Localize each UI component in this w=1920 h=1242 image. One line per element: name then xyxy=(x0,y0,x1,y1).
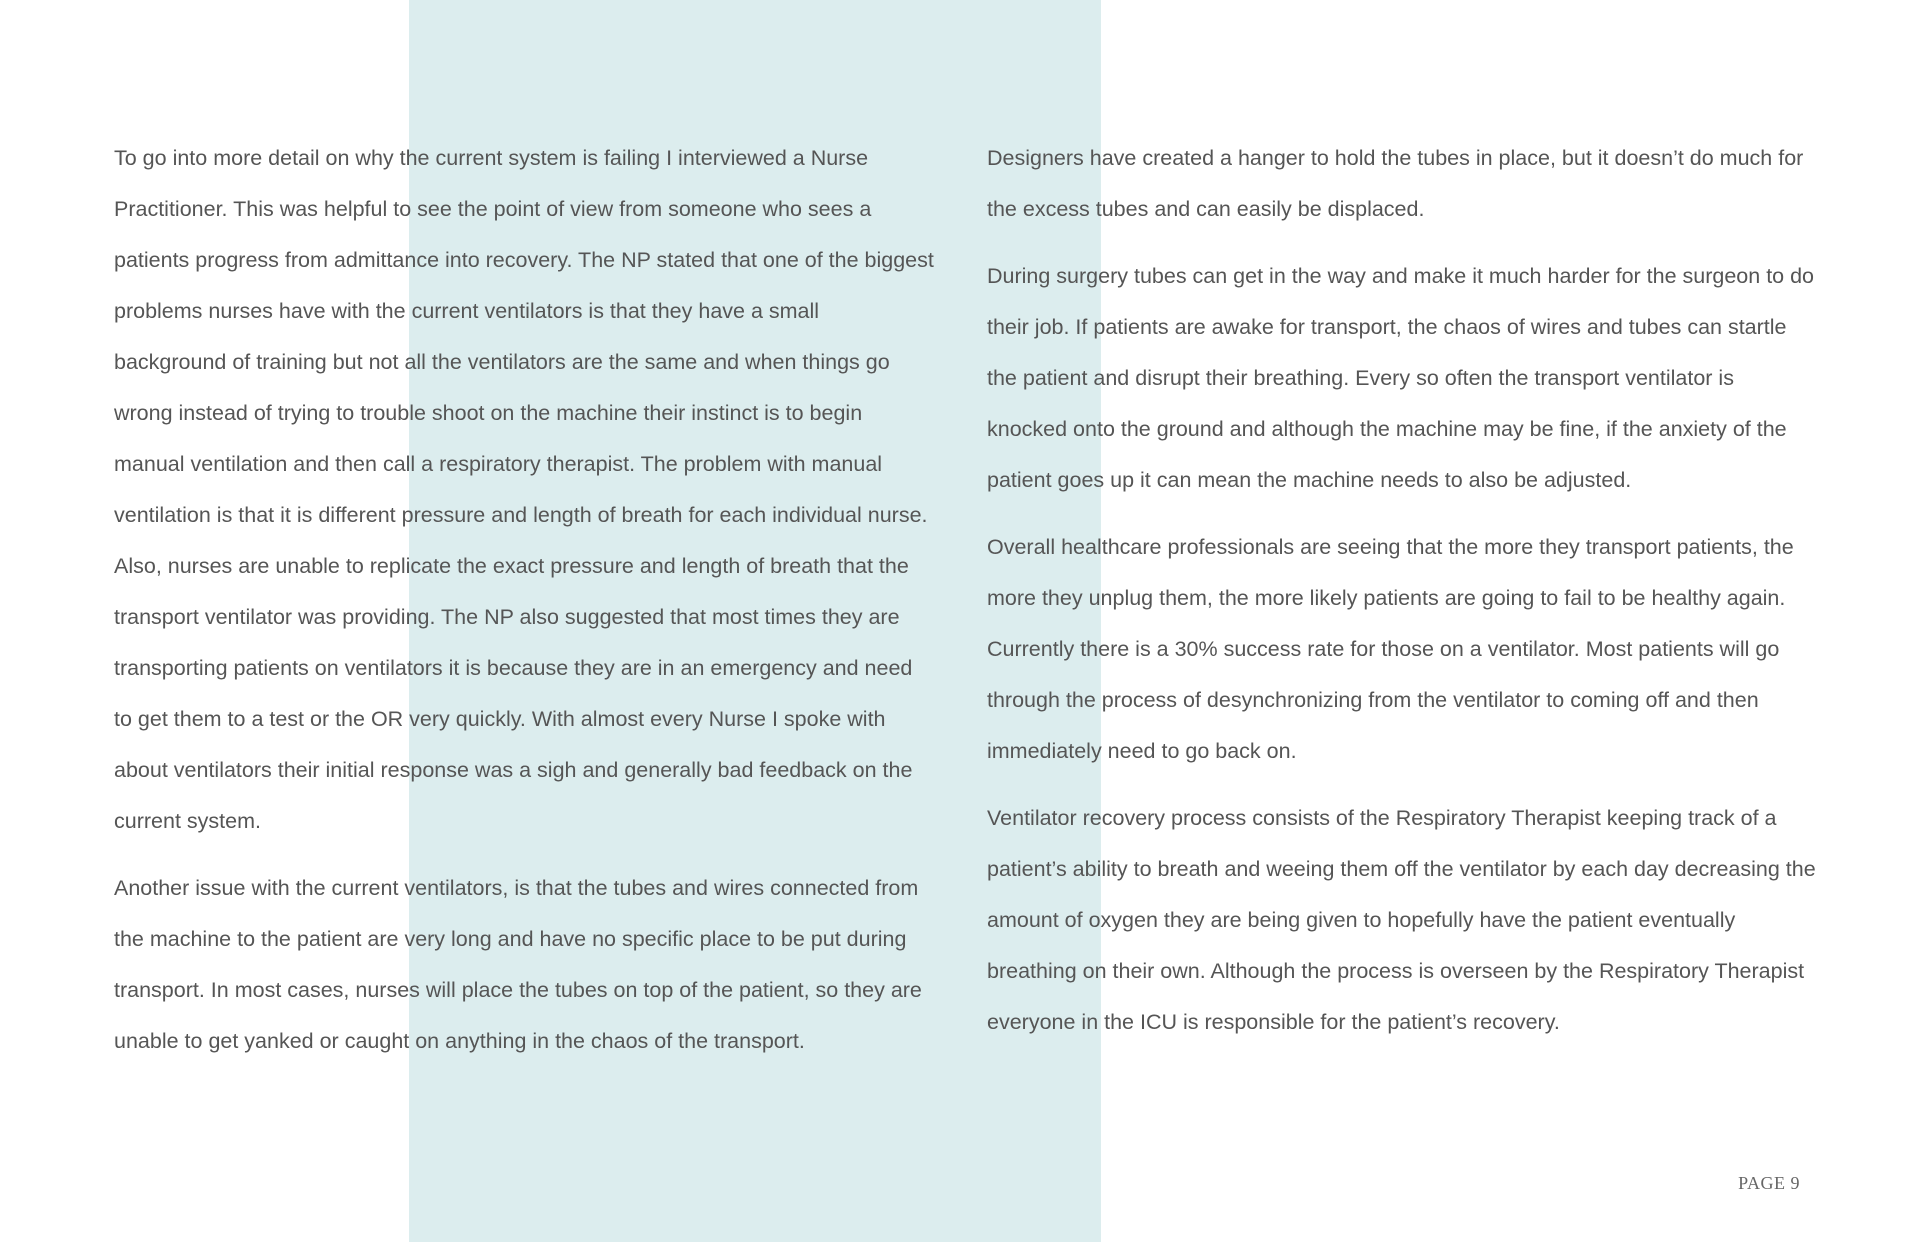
paragraph: To go into more detail on why the current system is failing I interviewed a Nurse Practitioner. This was helpful to see the point of view from someone who sees a patients progress from admittance into recovery. The NP stated that one of the biggest problems nurses have with the current ventilators is that they have a small background of training but not all the ventilators are the same and when things go wrong instead of trying to trouble shoot on the machine their instinct is to begin manual ventilation and then call a respiratory therapist. The problem with manual ventilation is that it is different pressure and length of breath for each individual nurse. Also, nurses are unable to replicate the exact pressure and length of breath that the transport ventilator was providing. The NP also suggested that most times they are transporting patients on ventilators it is because they are in an emergency and need to get them to a test or the OR very quickly. With almost every Nurse I spoke with about ventilators their initial response was a sigh and generally bad feedback on the current system. xyxy=(114,146,934,833)
paragraph: Another issue with the current ventilators, is that the tubes and wires connected from the machine to the patient are very long and have no specific place to be put during transport. In most cases, nurses will place the tubes on top of the patient, so they are unable to get yanked or caught on anything in the chaos of the transport. xyxy=(114,876,922,1053)
paragraph: Designers have created a hanger to hold the tubes in place, but it doesn’t do much for the excess tubes and can easily be displaced. xyxy=(987,146,1804,221)
paragraph: Overall healthcare professionals are seeing that the more they transport patients, the more they unplug them, the more likely patients are going to fail to be healthy again. Currently there is a 30% success rate for those on a ventilator. Most patients will go through the process of desynchronizing from the ventilator to coming off and then immediately need to go back on. xyxy=(987,535,1794,763)
left-text-column xyxy=(114,133,934,1083)
paragraph: Ventilator recovery process consists of the Respiratory Therapist keeping track of a patient’s ability to breath and weeing them off the ventilator by each day decreasing the amount of oxygen they are being given to hopefully have the patient eventually breathing on their own. Although the process is overseen by the Respiratory Therapist everyone in the ICU is responsible for the patient’s recovery. xyxy=(987,806,1816,1034)
page-number: PAGE 9 xyxy=(1738,1173,1800,1193)
right-text-column xyxy=(987,133,1817,1064)
paragraph: During surgery tubes can get in the way and make it much harder for the surgeon to do their job. If patients are awake for transport, the chaos of wires and tubes can startle the patient and disrupt their breathing. Every so often the transport ventilator is knocked onto the ground and although the machine may be fine, if the anxiety of the patient goes up it can mean the machine needs to also be adjusted. xyxy=(987,264,1815,492)
